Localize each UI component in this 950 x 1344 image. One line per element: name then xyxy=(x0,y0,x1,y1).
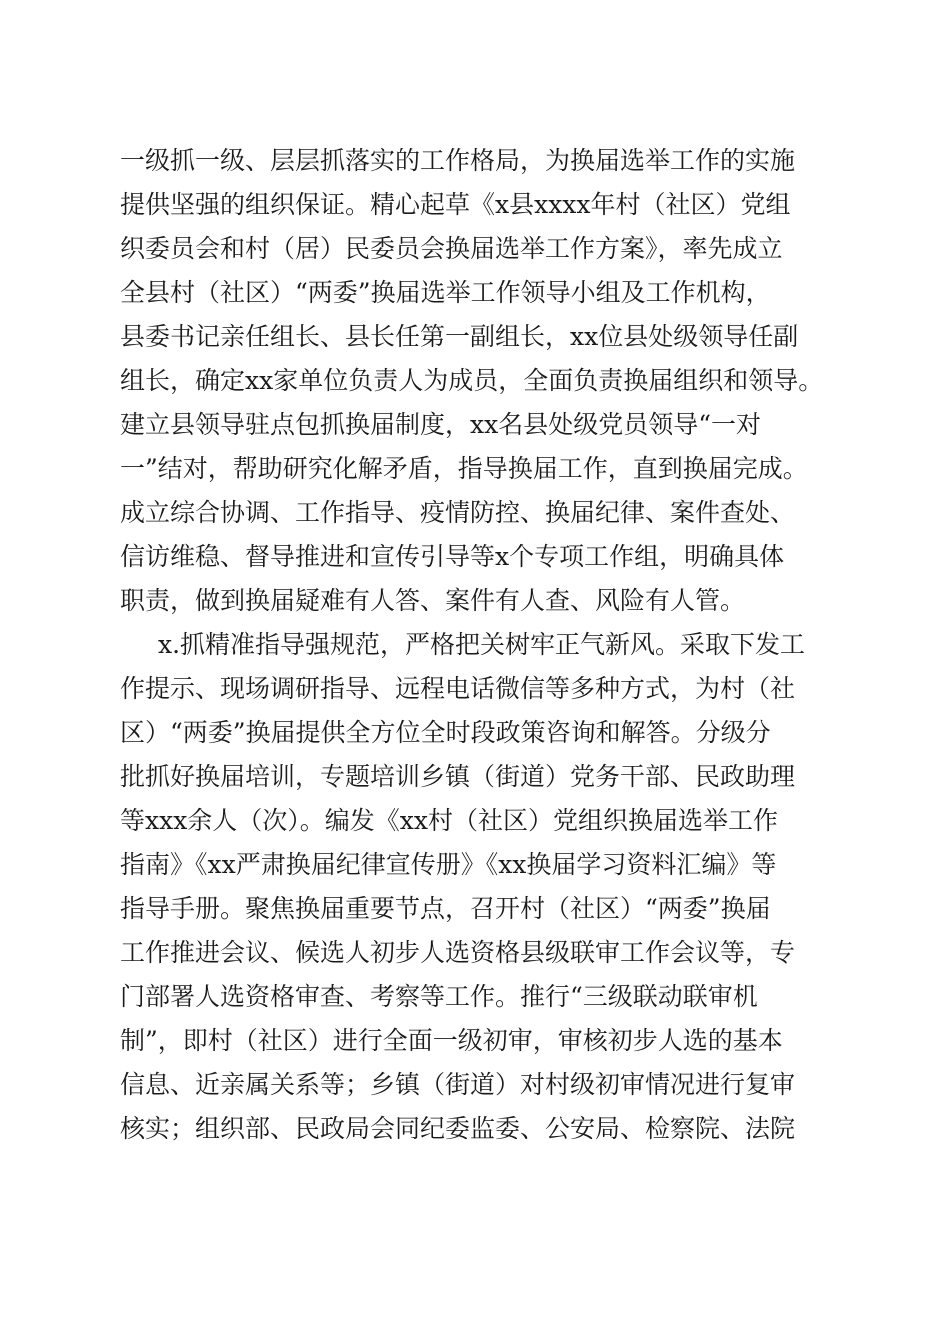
text-line: 工作推进会议、候选人初步人选资格县级联审工作会议等，专 xyxy=(120,938,796,967)
text-line: 织委员会和村（居）民委员会换届选举工作方案》，率先成立 xyxy=(120,234,783,263)
text-line: 指南》《xx严肃换届纪律宣传册》《xx换届学习资料汇编》等 xyxy=(120,850,777,879)
text-line: 核实；组织部、民政局会同纪委监委、公安局、检察院、法院 xyxy=(120,1114,796,1143)
text-line: 全县村（社区）“两委”换届选举工作领导小组及工作机构， xyxy=(120,278,771,307)
text-line: 信访维稳、督导推进和宣传引导等x个专项工作组，明确具体 xyxy=(120,542,785,571)
text-line: 等xxx余人（次）。编发《xx村（社区）党组织换届选举工作 xyxy=(120,806,778,835)
text-line: 批抓好换届培训，专题培训乡镇（街道）党务干部、民政助理 xyxy=(120,762,796,791)
text-line: 提供坚强的组织保证。精心起草《x县xxxx年村（社区）党组 xyxy=(120,190,791,219)
text-line: 制”，即村（社区）进行全面一级初审，审核初步人选的基本 xyxy=(120,1026,783,1055)
text-line: 职责，做到换届疑难有人答、案件有人查、风险有人管。 xyxy=(120,586,746,615)
text-line: 作提示、现场调研指导、远程电话微信等多种方式，为村（社 xyxy=(120,674,796,703)
text-line: 县委书记亲任组长、县长任第一副组长，xx位县处级领导任副 xyxy=(120,322,799,351)
text-line: x.抓精准指导强规范，严格把关树牢正气新风。采取下发工 xyxy=(158,630,806,659)
text-line: 一”结对，帮助研究化解矛盾，指导换届工作，直到换届完成。 xyxy=(120,454,808,483)
text-line: 组长，确定xx家单位负责人为成员，全面负责换届组织和领导。 xyxy=(120,366,824,395)
text-line: 信息、近亲属关系等；乡镇（街道）对村级初审情况进行复审 xyxy=(120,1070,796,1099)
text-line: 建立县领导驻点包抓换届制度，xx名县处级党员领导“一对 xyxy=(120,410,761,439)
text-line: 成立综合协调、工作指导、疫情防控、换届纪律、案件查处、 xyxy=(120,498,796,527)
text-line: 区）“两委”换届提供全方位全时段政策咨询和解答。分级分 xyxy=(120,718,771,747)
text-line: 指导手册。聚焦换届重要节点，召开村（社区）“两委”换届 xyxy=(120,894,771,923)
text-line: 门部署人选资格审查、考察等工作。推行“三级联动联审机 xyxy=(120,982,758,1011)
text-line: 一级抓一级、层层抓落实的工作格局，为换届选举工作的实施 xyxy=(120,146,796,175)
